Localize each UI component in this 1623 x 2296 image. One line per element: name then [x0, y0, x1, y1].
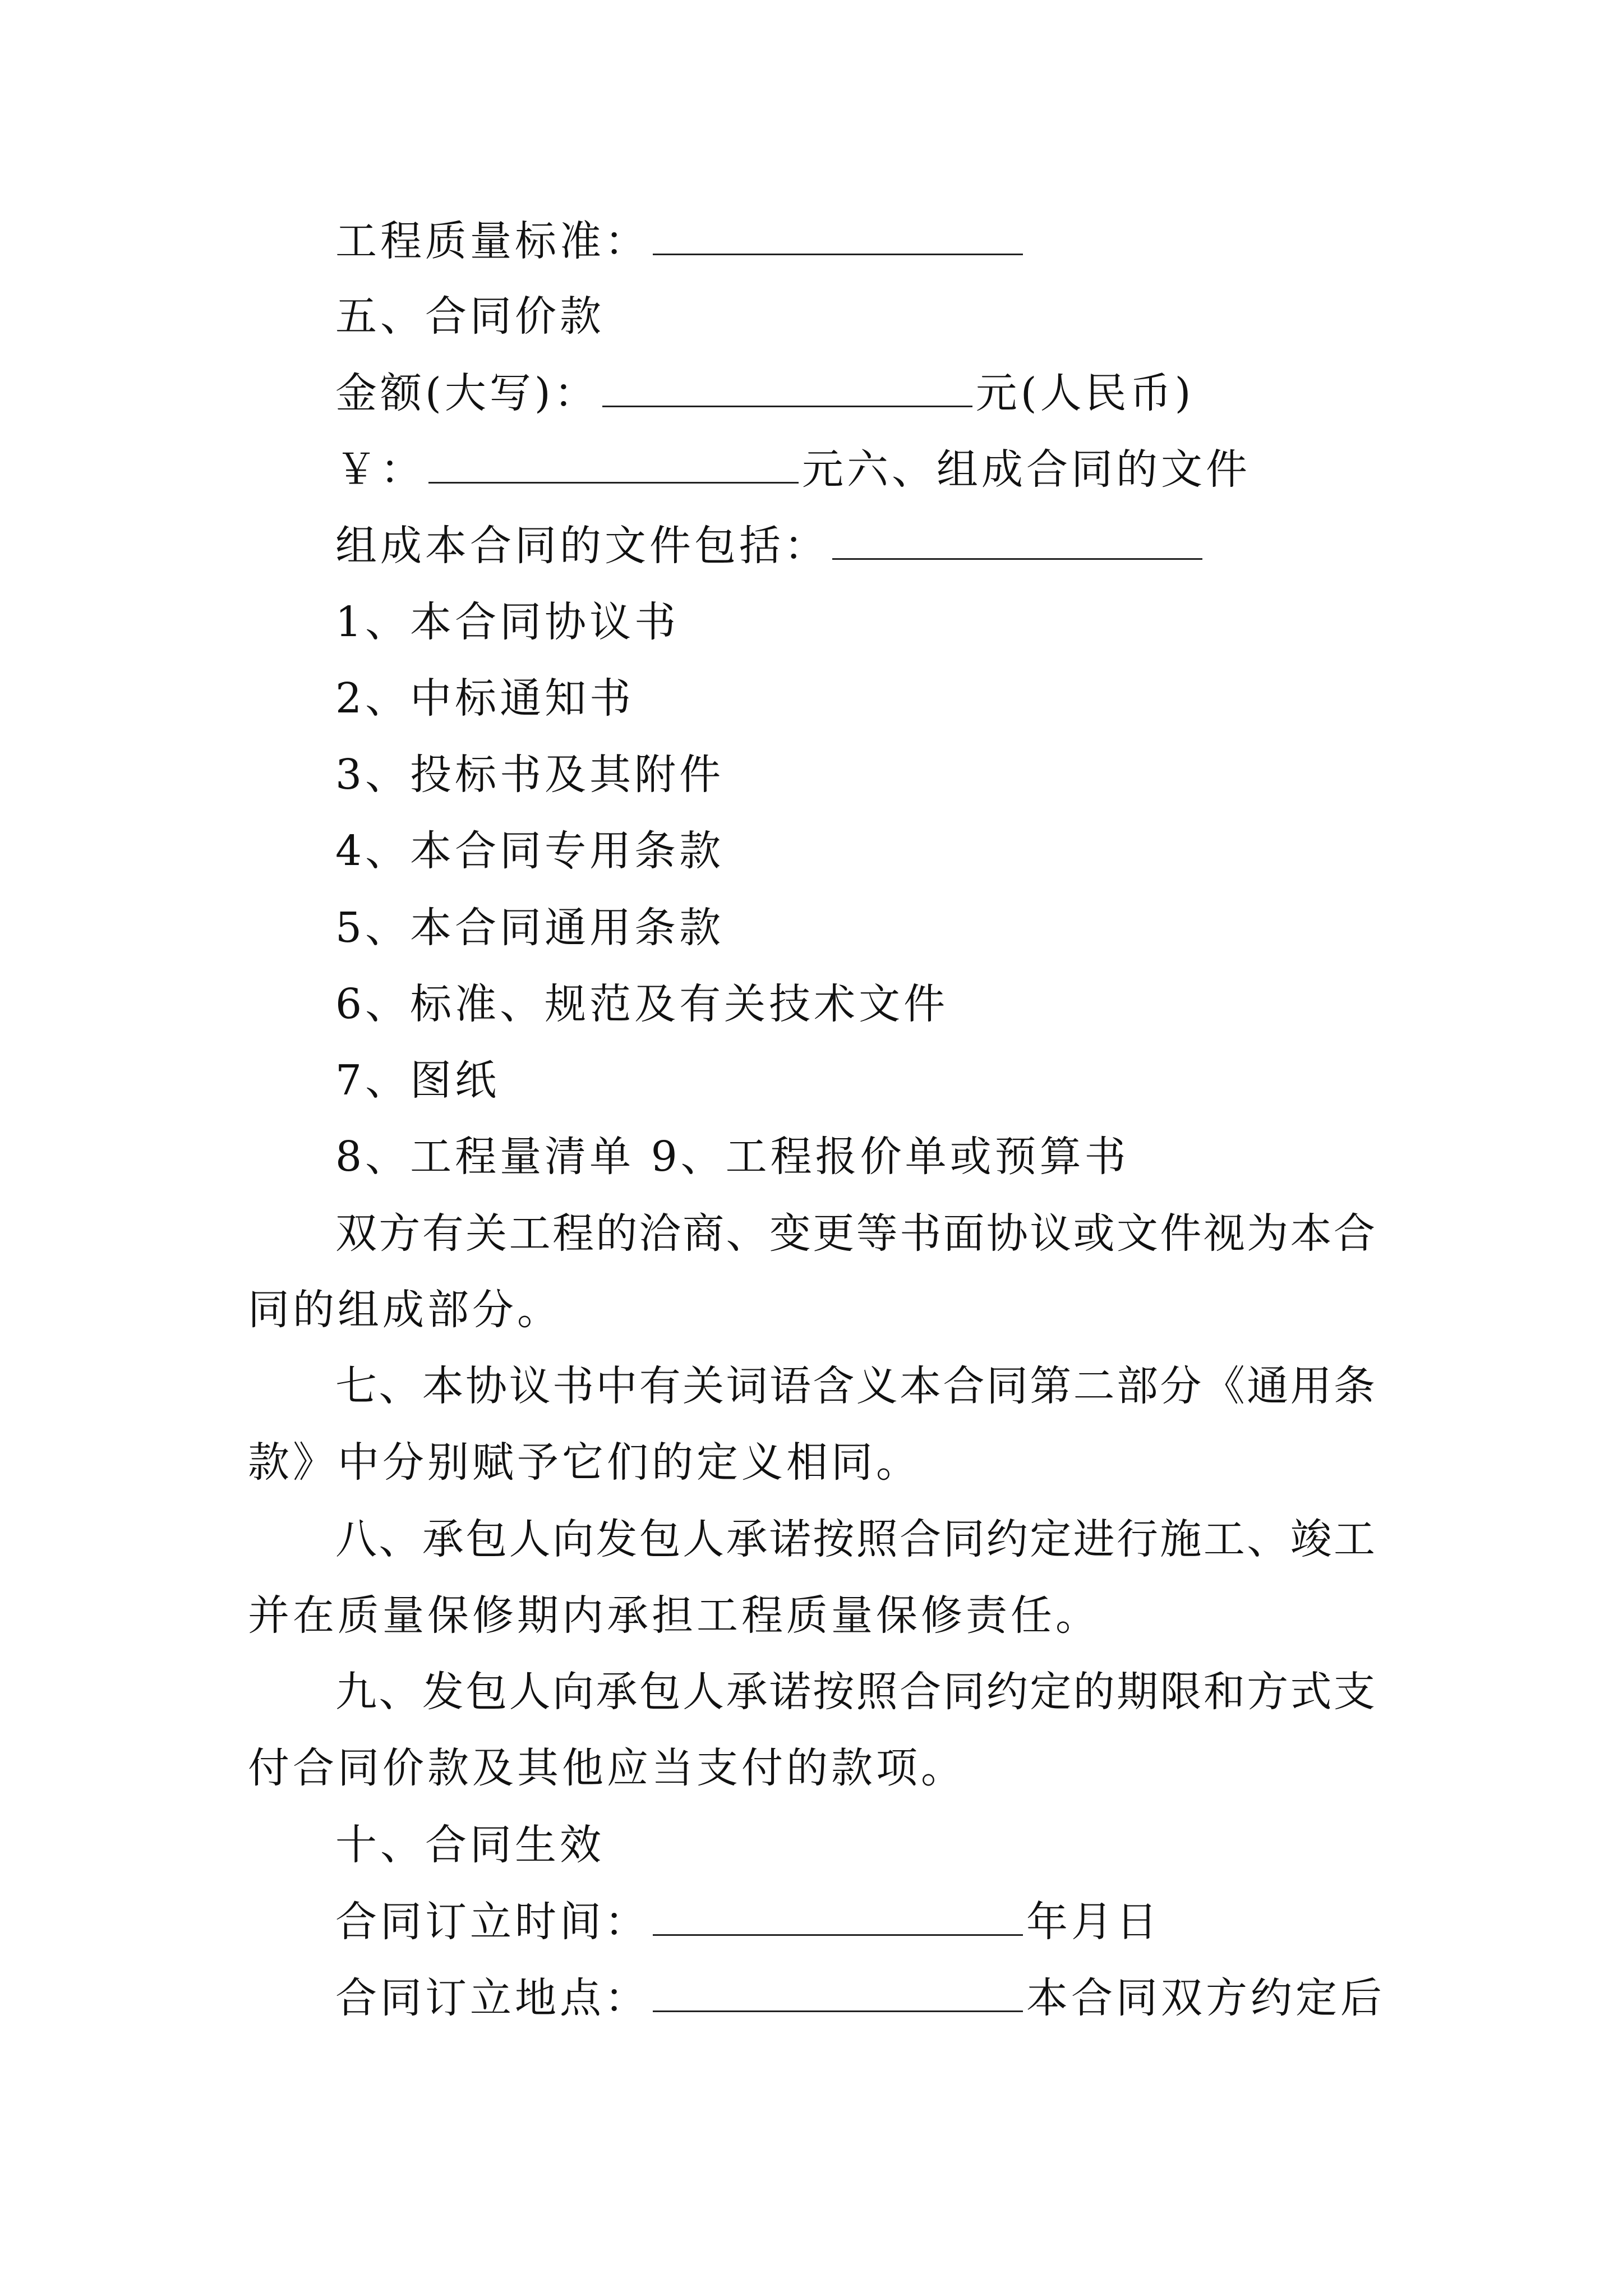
- quality-standard-label: 工程质量标准：: [335, 217, 649, 265]
- sign-time-label: 合同订立时间：: [335, 1898, 649, 1946]
- document-item-7: 7、图纸: [335, 1056, 500, 1105]
- documents-blank[interactable]: [832, 524, 1202, 560]
- section-5-heading: 五、合同价款: [335, 292, 605, 341]
- document-item-1: 1、本合同协议书: [335, 598, 680, 646]
- amount-line: [335, 369, 1195, 417]
- quality-standard-line: [335, 217, 1026, 265]
- mutual-documents-paragraph-line-2: 同的组成部分。: [248, 1286, 562, 1334]
- document-item-2: 2、中标通知书: [335, 674, 635, 723]
- amount-unit: 元(人民币): [975, 369, 1195, 417]
- sign-time-unit: 年月日: [1026, 1898, 1161, 1946]
- sign-place-blank[interactable]: [653, 1977, 1023, 2012]
- yen-blank[interactable]: [428, 448, 799, 484]
- amount-label: 金额(大写)：: [335, 369, 599, 417]
- yen-line: [335, 445, 1251, 494]
- document-item-5: 5、本合同通用条款: [335, 904, 725, 952]
- sign-place-label: 合同订立地点：: [335, 1974, 649, 2022]
- document-item-6: 6、标准、规范及有关技术文件: [335, 980, 949, 1028]
- section-7-line-1: 七、本协议书中有关词语含义本合同第二部分《通用条: [335, 1362, 1375, 1410]
- sign-place-tail: 本合同双方约定后: [1026, 1974, 1385, 2022]
- document-item-3: 3、投标书及其附件: [335, 751, 725, 799]
- yen-label: ￥：: [335, 445, 425, 494]
- yen-unit: 元六、组成合同的文件: [802, 445, 1251, 494]
- sign-time-line: [335, 1898, 1161, 1946]
- documents-label: 组成本合同的文件包括：: [335, 522, 829, 570]
- document-item-8-9: 8、工程量清单 9、工程报价单或预算书: [335, 1133, 1129, 1181]
- section-8-line-1: 八、承包人向发包人承诺按照合同约定进行施工、竣工: [335, 1515, 1375, 1563]
- section-8-line-2: 并在质量保修期内承担工程质量保修责任。: [248, 1591, 1100, 1640]
- section-9-line-2: 付合同价款及其他应当支付的款项。: [248, 1744, 966, 1792]
- sign-place-line: [335, 1974, 1385, 2022]
- document-item-4: 4、本合同专用条款: [335, 827, 725, 875]
- amount-blank[interactable]: [602, 372, 972, 407]
- mutual-documents-paragraph-line-1: 双方有关工程的洽商、变更等书面协议或文件视为本合: [335, 1209, 1375, 1258]
- section-7-line-2: 款》中分别赋予它们的定义相同。: [248, 1438, 921, 1487]
- section-10-heading: 十、合同生效: [335, 1821, 605, 1869]
- section-9-line-1: 九、发包人向承包人承诺按照合同约定的期限和方式支: [335, 1668, 1375, 1716]
- quality-standard-blank[interactable]: [653, 220, 1023, 255]
- sign-time-blank[interactable]: [653, 1901, 1023, 1936]
- documents-line: [335, 522, 1206, 570]
